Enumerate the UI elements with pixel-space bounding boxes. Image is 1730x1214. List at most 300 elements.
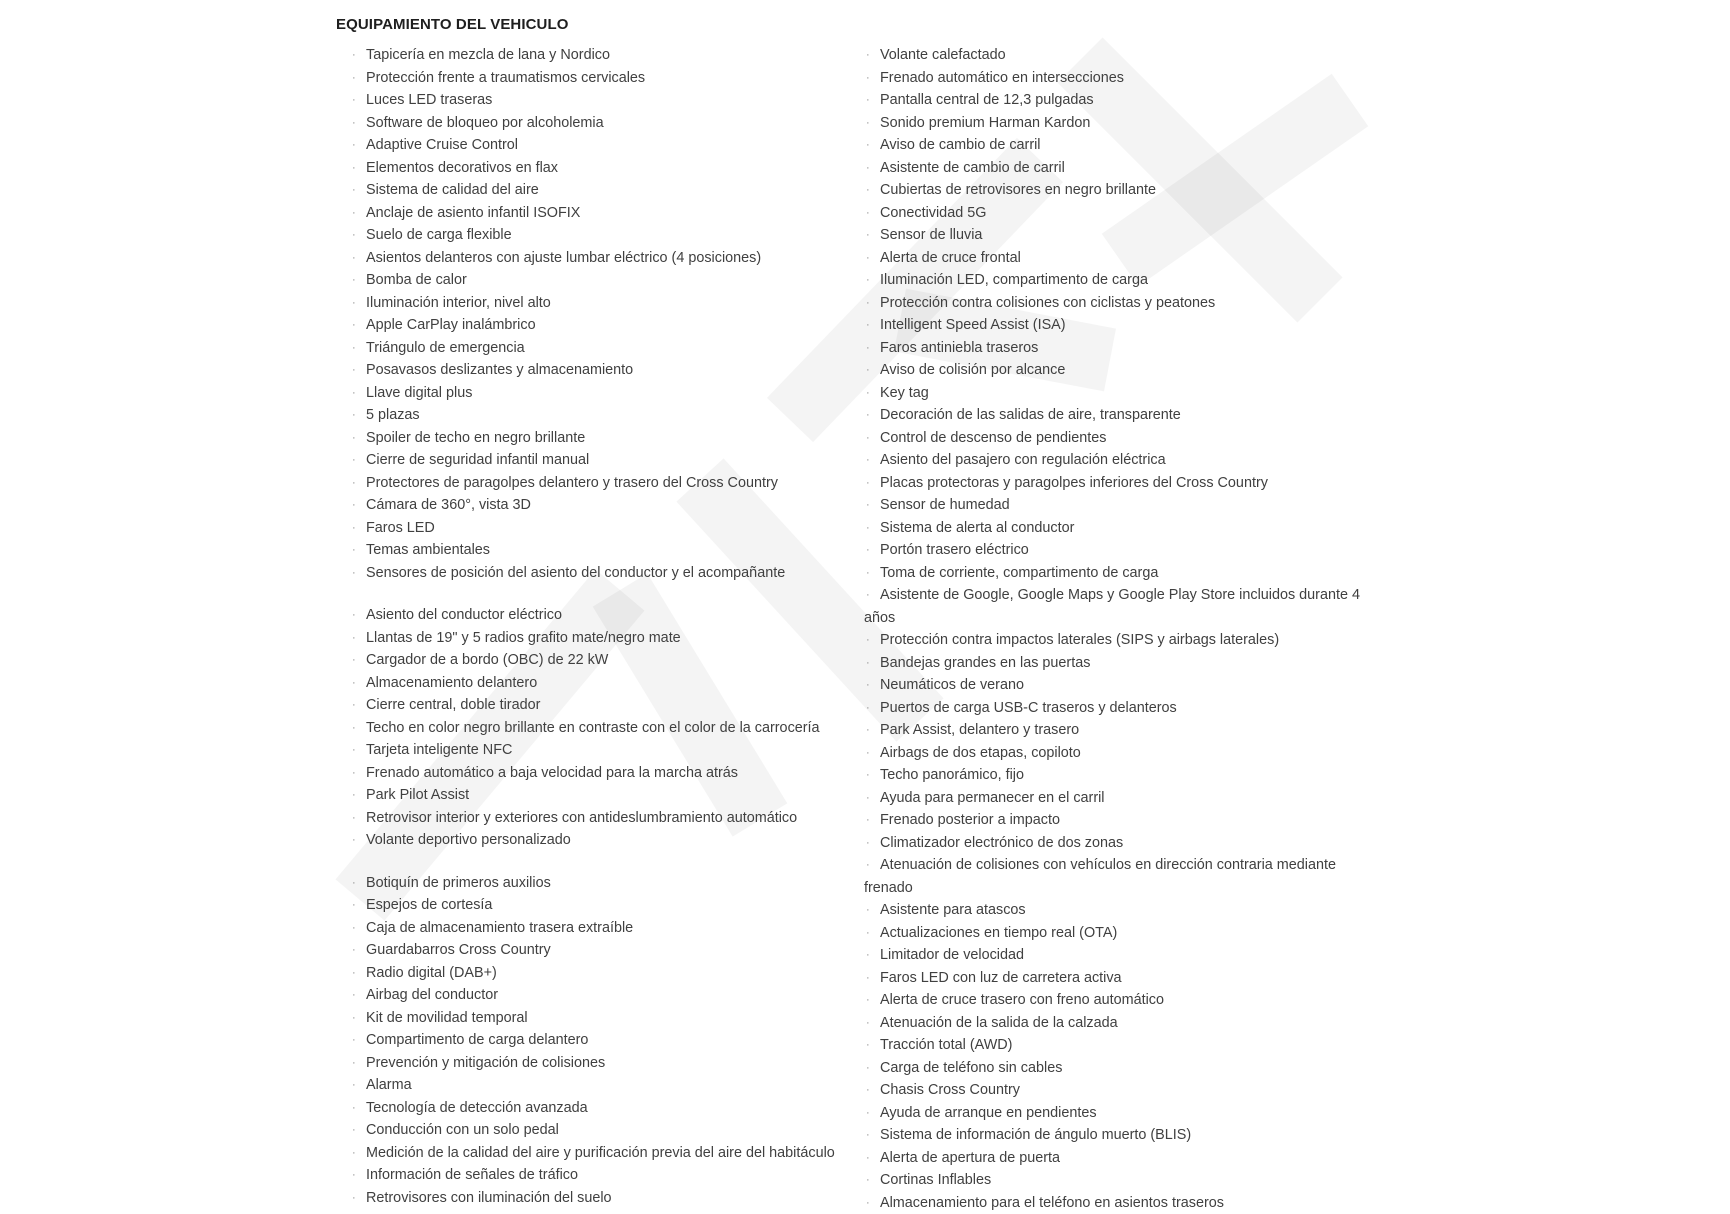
bullet-icon: · bbox=[352, 984, 356, 1007]
list-item-label: Retrovisores con iluminación del suelo bbox=[366, 1190, 612, 1206]
list-item-label: Almacenamiento delantero bbox=[366, 675, 537, 691]
list-item bbox=[350, 224, 870, 247]
bullet-icon: · bbox=[866, 89, 870, 112]
list-item-label: Software de bloqueo por alcoholemia bbox=[366, 115, 604, 131]
bullet-icon: · bbox=[352, 539, 356, 562]
list-item bbox=[350, 962, 870, 985]
list-item-label: Intelligent Speed Assist (ISA) bbox=[880, 317, 1066, 333]
list-item bbox=[864, 179, 1384, 202]
bullet-icon: · bbox=[866, 584, 870, 607]
bullet-icon: · bbox=[866, 1147, 870, 1170]
equipment-list-left bbox=[350, 44, 870, 1209]
list-item-label: Techo panorámico, fijo bbox=[880, 767, 1024, 783]
list-item-label: Tecnología de detección avanzada bbox=[366, 1100, 588, 1116]
bullet-icon: · bbox=[866, 1012, 870, 1035]
bullet-icon: · bbox=[352, 404, 356, 427]
list-item-label: Frenado posterior a impacto bbox=[880, 812, 1060, 828]
bullet-icon: · bbox=[352, 604, 356, 627]
list-item-label: Aviso de cambio de carril bbox=[880, 137, 1041, 153]
bullet-icon: · bbox=[866, 944, 870, 967]
list-item-label: Asientos delanteros con ajuste lumbar eléctrico (4 posiciones) bbox=[366, 250, 761, 266]
list-item-label: Pantalla central de 12,3 pulgadas bbox=[880, 92, 1094, 108]
list-item-label: Asistente para atascos bbox=[880, 902, 1026, 918]
list-item bbox=[350, 1164, 870, 1187]
list-item bbox=[350, 269, 870, 292]
bullet-icon: · bbox=[352, 427, 356, 450]
list-item bbox=[350, 672, 870, 695]
list-item-label: Prevención y mitigación de colisiones bbox=[366, 1055, 605, 1071]
bullet-icon: · bbox=[352, 694, 356, 717]
bullet-icon: · bbox=[866, 427, 870, 450]
list-item-label: Asiento del pasajero con regulación eléctrica bbox=[880, 452, 1166, 468]
bullet-icon: · bbox=[352, 472, 356, 495]
list-item bbox=[864, 1124, 1384, 1147]
bullet-icon: · bbox=[866, 652, 870, 675]
list-item-label: Sistema de alerta al conductor bbox=[880, 520, 1074, 536]
list-item bbox=[864, 899, 1384, 922]
bullet-icon: · bbox=[352, 247, 356, 270]
list-item bbox=[350, 404, 870, 427]
list-item-label: Suelo de carga flexible bbox=[366, 227, 512, 243]
list-item-label: Bandejas grandes en las puertas bbox=[880, 655, 1090, 671]
bullet-icon: · bbox=[866, 314, 870, 337]
list-item bbox=[350, 1029, 870, 1052]
list-item-label: 5 plazas bbox=[366, 407, 420, 423]
bullet-icon: · bbox=[866, 719, 870, 742]
list-item-label: Adaptive Cruise Control bbox=[366, 137, 518, 153]
list-item bbox=[350, 1007, 870, 1030]
list-item-label: Llantas de 19" y 5 radios grafito mate/negro mate bbox=[366, 630, 681, 646]
list-item-label: Frenado automático en intersecciones bbox=[880, 70, 1124, 86]
bullet-icon: · bbox=[352, 382, 356, 405]
bullet-icon: · bbox=[866, 292, 870, 315]
list-item bbox=[864, 89, 1384, 112]
list-item-label: Atenuación de colisiones con vehículos en dirección contraria mediante frenado bbox=[864, 857, 1336, 896]
list-item bbox=[350, 314, 870, 337]
list-item-label: Cierre de seguridad infantil manual bbox=[366, 452, 589, 468]
bullet-icon: · bbox=[352, 202, 356, 225]
list-item bbox=[350, 427, 870, 450]
list-item bbox=[350, 917, 870, 940]
list-item-label: Decoración de las salidas de aire, transparente bbox=[880, 407, 1181, 423]
bullet-icon: · bbox=[352, 89, 356, 112]
list-item bbox=[864, 382, 1384, 405]
list-item-label: Sistema de calidad del aire bbox=[366, 182, 539, 198]
list-item-label: Chasis Cross Country bbox=[880, 1082, 1020, 1098]
list-item bbox=[350, 1119, 870, 1142]
bullet-icon: · bbox=[866, 337, 870, 360]
list-item-label: Cortinas Inflables bbox=[880, 1172, 991, 1188]
list-item-label: Botiquín de primeros auxilios bbox=[366, 875, 551, 891]
list-item bbox=[350, 112, 870, 135]
bullet-icon: · bbox=[352, 359, 356, 382]
list-item bbox=[350, 247, 870, 270]
bullet-icon: · bbox=[866, 494, 870, 517]
list-item-label: Key tag bbox=[880, 385, 929, 401]
list-item-label: Tarjeta inteligente NFC bbox=[366, 742, 512, 758]
list-item-label: Atenuación de la salida de la calzada bbox=[880, 1015, 1118, 1031]
list-item-label: Alerta de apertura de puerta bbox=[880, 1150, 1060, 1166]
bullet-icon: · bbox=[866, 832, 870, 855]
list-item-label: Cargador de a bordo (OBC) de 22 kW bbox=[366, 652, 608, 668]
bullet-icon: · bbox=[866, 269, 870, 292]
list-item-label: Llave digital plus bbox=[366, 385, 472, 401]
list-item bbox=[864, 337, 1384, 360]
list-item-label: Protección contra colisiones con ciclistas y peatones bbox=[880, 295, 1215, 311]
list-item bbox=[864, 719, 1384, 742]
bullet-icon: · bbox=[352, 44, 356, 67]
list-item-label: Toma de corriente, compartimento de carga bbox=[880, 565, 1158, 581]
list-item bbox=[864, 1192, 1384, 1214]
list-item bbox=[864, 787, 1384, 810]
bullet-icon: · bbox=[352, 894, 356, 917]
list-item bbox=[864, 562, 1384, 585]
list-item-label: Elementos decorativos en flax bbox=[366, 160, 558, 176]
list-item-label: Sensor de humedad bbox=[880, 497, 1010, 513]
bullet-icon: · bbox=[866, 359, 870, 382]
list-item bbox=[350, 382, 870, 405]
list-item bbox=[864, 832, 1384, 855]
list-item bbox=[864, 67, 1384, 90]
list-item-label: Volante calefactado bbox=[880, 47, 1006, 63]
list-item bbox=[864, 1147, 1384, 1170]
list-item bbox=[350, 717, 870, 740]
list-item bbox=[350, 134, 870, 157]
bullet-icon: · bbox=[352, 784, 356, 807]
bullet-icon: · bbox=[866, 157, 870, 180]
list-item-label: Protección frente a traumatismos cervicales bbox=[366, 70, 645, 86]
list-item-label: Asistente de cambio de carril bbox=[880, 160, 1065, 176]
list-item bbox=[864, 157, 1384, 180]
bullet-icon: · bbox=[866, 202, 870, 225]
list-item-label: Cámara de 360°, vista 3D bbox=[366, 497, 531, 513]
list-item bbox=[864, 697, 1384, 720]
list-item-label: Tracción total (AWD) bbox=[880, 1037, 1012, 1053]
list-item-label: Retrovisor interior y exteriores con antideslumbramiento automático bbox=[366, 810, 797, 826]
list-item-label: Sensores de posición del asiento del conductor y el acompañante bbox=[366, 565, 785, 581]
list-item bbox=[350, 807, 870, 830]
list-item bbox=[350, 1142, 870, 1165]
list-item bbox=[350, 1052, 870, 1075]
list-item bbox=[864, 742, 1384, 765]
list-item-label: Alerta de cruce frontal bbox=[880, 250, 1021, 266]
bullet-icon: · bbox=[352, 337, 356, 360]
bullet-icon: · bbox=[866, 539, 870, 562]
bullet-icon: · bbox=[352, 1052, 356, 1075]
list-item-label: Climatizador electrónico de dos zonas bbox=[880, 835, 1123, 851]
list-item bbox=[350, 494, 870, 517]
bullet-icon: · bbox=[866, 1169, 870, 1192]
list-item bbox=[350, 1097, 870, 1120]
list-item bbox=[350, 762, 870, 785]
list-item-label: Airbag del conductor bbox=[366, 987, 498, 1003]
list-item bbox=[864, 809, 1384, 832]
list-item-label: Asiento del conductor eléctrico bbox=[366, 607, 562, 623]
list-item-label: Faros LED con luz de carretera activa bbox=[880, 970, 1122, 986]
bullet-icon: · bbox=[352, 1119, 356, 1142]
list-item-label: Control de descenso de pendientes bbox=[880, 430, 1106, 446]
list-item bbox=[350, 89, 870, 112]
list-item-label: Park Assist, delantero y trasero bbox=[880, 722, 1079, 738]
bullet-icon: · bbox=[352, 1007, 356, 1030]
list-item-label: Bomba de calor bbox=[366, 272, 467, 288]
bullet-icon: · bbox=[866, 449, 870, 472]
bullet-icon: · bbox=[866, 517, 870, 540]
list-item-label: Volante deportivo personalizado bbox=[366, 832, 571, 848]
bullet-icon: · bbox=[352, 762, 356, 785]
bullet-icon: · bbox=[866, 629, 870, 652]
list-item-label: Faros antiniebla traseros bbox=[880, 340, 1038, 356]
list-item-label: Ayuda para permanecer en el carril bbox=[880, 790, 1105, 806]
bullet-icon: · bbox=[352, 1142, 356, 1165]
list-item bbox=[350, 894, 870, 917]
bullet-icon: · bbox=[866, 404, 870, 427]
bullet-icon: · bbox=[866, 562, 870, 585]
bullet-icon: · bbox=[352, 314, 356, 337]
list-item-label: Sonido premium Harman Kardon bbox=[880, 115, 1090, 131]
bullet-icon: · bbox=[866, 112, 870, 135]
list-item bbox=[864, 944, 1384, 967]
list-item bbox=[864, 922, 1384, 945]
list-item-label: Conducción con un solo pedal bbox=[366, 1122, 559, 1138]
bullet-icon: · bbox=[866, 67, 870, 90]
list-item-label: Cubiertas de retrovisores en negro brillante bbox=[880, 182, 1156, 198]
list-item-label: Portón trasero eléctrico bbox=[880, 542, 1029, 558]
list-item bbox=[350, 67, 870, 90]
list-item-label: Airbags de dos etapas, copiloto bbox=[880, 745, 1081, 761]
bullet-icon: · bbox=[352, 829, 356, 852]
list-item bbox=[864, 472, 1384, 495]
list-item bbox=[864, 44, 1384, 67]
bullet-icon: · bbox=[352, 1097, 356, 1120]
list-item bbox=[864, 359, 1384, 382]
list-item bbox=[350, 627, 870, 650]
bullet-icon: · bbox=[866, 134, 870, 157]
bullet-icon: · bbox=[866, 1102, 870, 1125]
list-item-label: Almacenamiento para el teléfono en asientos traseros bbox=[880, 1195, 1224, 1211]
list-item bbox=[350, 337, 870, 360]
bullet-icon: · bbox=[352, 517, 356, 540]
bullet-icon: · bbox=[866, 764, 870, 787]
bullet-icon: · bbox=[866, 224, 870, 247]
bullet-icon: · bbox=[866, 1057, 870, 1080]
bullet-icon: · bbox=[866, 742, 870, 765]
bullet-icon: · bbox=[866, 989, 870, 1012]
bullet-icon: · bbox=[352, 157, 356, 180]
bullet-icon: · bbox=[866, 1124, 870, 1147]
list-item bbox=[350, 1187, 870, 1210]
bullet-icon: · bbox=[352, 1187, 356, 1210]
list-item bbox=[864, 539, 1384, 562]
list-item-label: Luces LED traseras bbox=[366, 92, 492, 108]
list-item bbox=[864, 314, 1384, 337]
bullet-icon: · bbox=[866, 922, 870, 945]
list-item-label: Techo en color negro brillante en contraste con el color de la carrocería bbox=[366, 720, 820, 736]
bullet-icon: · bbox=[352, 449, 356, 472]
list-item-label: Temas ambientales bbox=[366, 542, 490, 558]
bullet-icon: · bbox=[352, 67, 356, 90]
list-item-label: Cierre central, doble tirador bbox=[366, 697, 540, 713]
bullet-icon: · bbox=[352, 1074, 356, 1097]
list-item bbox=[864, 1012, 1384, 1035]
list-item bbox=[350, 562, 870, 585]
list-item bbox=[864, 854, 1384, 899]
list-item-label: Park Pilot Assist bbox=[366, 787, 469, 803]
bullet-icon: · bbox=[866, 854, 870, 877]
bullet-icon: · bbox=[352, 627, 356, 650]
list-item-label: Espejos de cortesía bbox=[366, 897, 492, 913]
bullet-icon: · bbox=[352, 807, 356, 830]
bullet-icon: · bbox=[866, 674, 870, 697]
list-item bbox=[350, 157, 870, 180]
list-item bbox=[864, 967, 1384, 990]
list-item bbox=[864, 1102, 1384, 1125]
list-item bbox=[350, 359, 870, 382]
list-item bbox=[864, 247, 1384, 270]
bullet-icon: · bbox=[866, 787, 870, 810]
list-item-label: Alerta de cruce trasero con freno automático bbox=[880, 992, 1164, 1008]
list-item-label: Spoiler de techo en negro brillante bbox=[366, 430, 585, 446]
list-item-label: Iluminación LED, compartimento de carga bbox=[880, 272, 1148, 288]
list-item-label: Protectores de paragolpes delantero y trasero del Cross Country bbox=[366, 475, 778, 491]
bullet-icon: · bbox=[352, 1029, 356, 1052]
bullet-icon: · bbox=[866, 472, 870, 495]
bullet-icon: · bbox=[866, 1034, 870, 1057]
list-item bbox=[350, 649, 870, 672]
list-item-label: Faros LED bbox=[366, 520, 435, 536]
list-item bbox=[350, 44, 870, 67]
bullet-icon: · bbox=[352, 717, 356, 740]
bullet-icon: · bbox=[866, 382, 870, 405]
bullet-icon: · bbox=[866, 697, 870, 720]
list-item bbox=[350, 872, 870, 895]
list-item bbox=[864, 427, 1384, 450]
list-item bbox=[350, 739, 870, 762]
bullet-icon: · bbox=[352, 134, 356, 157]
bullet-icon: · bbox=[352, 179, 356, 202]
bullet-icon: · bbox=[352, 562, 356, 585]
list-item bbox=[350, 449, 870, 472]
list-item bbox=[350, 179, 870, 202]
list-item bbox=[350, 539, 870, 562]
list-item-label: Guardabarros Cross Country bbox=[366, 942, 551, 958]
list-item-label: Ayuda de arranque en pendientes bbox=[880, 1105, 1097, 1121]
bullet-icon: · bbox=[352, 962, 356, 985]
bullet-icon: · bbox=[352, 649, 356, 672]
list-item bbox=[350, 292, 870, 315]
list-item-label: Frenado automático a baja velocidad para la marcha atrás bbox=[366, 765, 738, 781]
list-item bbox=[864, 449, 1384, 472]
bullet-icon: · bbox=[866, 1192, 870, 1214]
bullet-icon: · bbox=[352, 292, 356, 315]
list-item bbox=[350, 604, 870, 627]
bullet-icon: · bbox=[866, 967, 870, 990]
list-item bbox=[864, 1169, 1384, 1192]
bullet-icon: · bbox=[352, 872, 356, 895]
bullet-icon: · bbox=[866, 179, 870, 202]
list-item-label: Neumáticos de verano bbox=[880, 677, 1024, 693]
bullet-icon: · bbox=[352, 939, 356, 962]
list-item bbox=[864, 674, 1384, 697]
list-item bbox=[864, 112, 1384, 135]
bullet-icon: · bbox=[352, 917, 356, 940]
list-item-label: Tapicería en mezcla de lana y Nordico bbox=[366, 47, 610, 63]
list-item bbox=[350, 939, 870, 962]
list-item-label: Medición de la calidad del aire y purificación previa del aire del habitáculo bbox=[366, 1145, 835, 1161]
bullet-icon: · bbox=[866, 44, 870, 67]
list-item bbox=[864, 404, 1384, 427]
list-item bbox=[864, 764, 1384, 787]
list-item bbox=[864, 1057, 1384, 1080]
list-item-label: Triángulo de emergencia bbox=[366, 340, 525, 356]
list-item bbox=[864, 517, 1384, 540]
list-item bbox=[864, 224, 1384, 247]
list-item bbox=[864, 202, 1384, 225]
equipment-list-right bbox=[864, 44, 1384, 1214]
list-item bbox=[864, 1034, 1384, 1057]
list-item-label: Protección contra impactos laterales (SIPS y airbags laterales) bbox=[880, 632, 1279, 648]
list-item-label: Aviso de colisión por alcance bbox=[880, 362, 1065, 378]
bullet-icon: · bbox=[352, 739, 356, 762]
list-item bbox=[864, 134, 1384, 157]
bullet-icon: · bbox=[352, 1164, 356, 1187]
bullet-icon: · bbox=[866, 247, 870, 270]
list-item-label: Conectividad 5G bbox=[880, 205, 986, 221]
list-item bbox=[864, 652, 1384, 675]
list-item-label: Puertos de carga USB-C traseros y delanteros bbox=[880, 700, 1177, 716]
bullet-icon: · bbox=[352, 112, 356, 135]
page-title: EQUIPAMIENTO DEL VEHICULO bbox=[336, 16, 569, 33]
list-item bbox=[350, 202, 870, 225]
list-item bbox=[350, 984, 870, 1007]
bullet-icon: · bbox=[866, 899, 870, 922]
list-item-label: Actualizaciones en tiempo real (OTA) bbox=[880, 925, 1117, 941]
bullet-icon: · bbox=[352, 224, 356, 247]
list-item-label: Alarma bbox=[366, 1077, 412, 1093]
list-item bbox=[864, 292, 1384, 315]
list-item-label: Carga de teléfono sin cables bbox=[880, 1060, 1062, 1076]
list-item-label: Caja de almacenamiento trasera extraíble bbox=[366, 920, 633, 936]
list-item bbox=[864, 494, 1384, 517]
bullet-icon: · bbox=[352, 494, 356, 517]
list-item-label: Apple CarPlay inalámbrico bbox=[366, 317, 536, 333]
list-item bbox=[350, 1074, 870, 1097]
list-item-label: Posavasos deslizantes y almacenamiento bbox=[366, 362, 633, 378]
list-item-label: Sistema de información de ángulo muerto (BLIS) bbox=[880, 1127, 1191, 1143]
list-item bbox=[350, 694, 870, 717]
list-item-label: Placas protectoras y paragolpes inferiores del Cross Country bbox=[880, 475, 1268, 491]
list-item-label: Sensor de lluvia bbox=[880, 227, 982, 243]
bullet-icon: · bbox=[352, 672, 356, 695]
list-item-label: Asistente de Google, Google Maps y Google Play Store incluidos durante 4 años bbox=[864, 587, 1360, 626]
list-item-label: Kit de movilidad temporal bbox=[366, 1010, 528, 1026]
list-item bbox=[864, 629, 1384, 652]
list-item-label: Información de señales de tráfico bbox=[366, 1167, 578, 1183]
list-item bbox=[864, 269, 1384, 292]
list-item bbox=[350, 472, 870, 495]
list-item bbox=[350, 829, 870, 852]
bullet-icon: · bbox=[352, 269, 356, 292]
list-item bbox=[864, 1079, 1384, 1102]
list-item-label: Compartimento de carga delantero bbox=[366, 1032, 588, 1048]
bullet-icon: · bbox=[866, 1079, 870, 1102]
bullet-icon: · bbox=[866, 809, 870, 832]
list-item bbox=[864, 989, 1384, 1012]
list-item bbox=[864, 584, 1384, 629]
list-item-label: Iluminación interior, nivel alto bbox=[366, 295, 551, 311]
list-item-label: Anclaje de asiento infantil ISOFIX bbox=[366, 205, 580, 221]
list-item bbox=[350, 784, 870, 807]
